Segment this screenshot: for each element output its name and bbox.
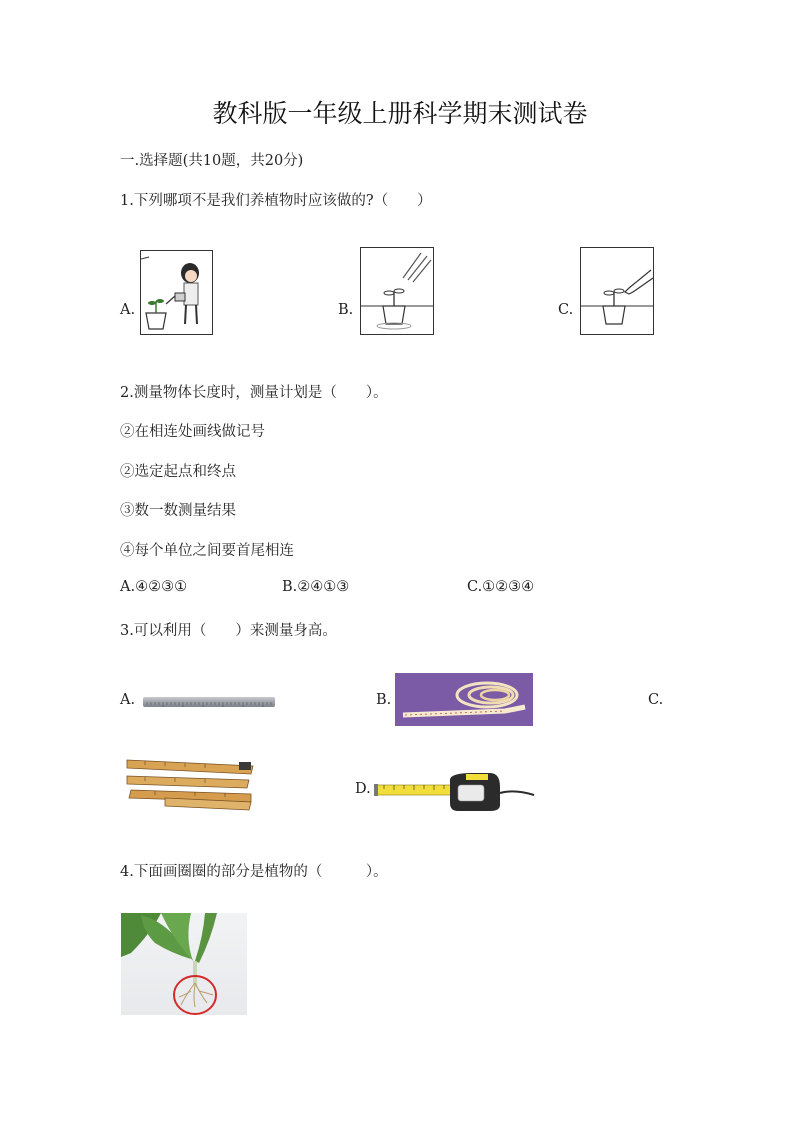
folding-ruler-icon [125,756,255,812]
q3-option-b-label: B. [376,692,392,708]
q3-option-d-label: D. [355,781,371,797]
hand-touching-plant-icon [580,247,654,335]
question-1: 1.下列哪项不是我们养植物时应该做的?（ ） [120,193,432,209]
section-heading: 一.选择题(共10题，共20分) [120,153,304,169]
girl-watering-plant-icon [140,250,213,335]
q2-step-4: ④每个单位之间要首尾相连 [120,543,294,559]
q3-option-a-label: A. [120,692,136,708]
q1-option-a-label: A. [120,302,136,318]
q2-option-c: C.①②③④ [467,579,535,595]
q2-step-1: ②在相连处画线做记号 [120,424,265,440]
plant-root-photo-icon [121,913,247,1015]
q1-option-c-label: C. [558,302,574,318]
plant-in-sunlight-icon [360,247,434,335]
q2-step-3: ③数一数测量结果 [120,503,236,519]
q2-option-a: A.④②③① [120,579,188,595]
q2-option-b: B.②④①③ [282,579,350,595]
q1-option-b-label: B. [338,302,354,318]
q3-option-c-label: C. [648,692,664,708]
tape-measure-icon [374,771,536,813]
question-4: 4.下面画圈圈的部分是植物的（ ）。 [120,864,388,880]
soft-tape-measure-icon [395,673,533,726]
q2-step-2: ②选定起点和终点 [120,464,236,480]
steel-ruler-icon [143,697,275,707]
question-2: 2.测量物体长度时，测量计划是（ ）。 [120,385,388,401]
question-3: 3.可以利用（ ）来测量身高。 [120,623,337,639]
page-title: 教科版一年级上册科学期末测试卷 [212,99,588,128]
